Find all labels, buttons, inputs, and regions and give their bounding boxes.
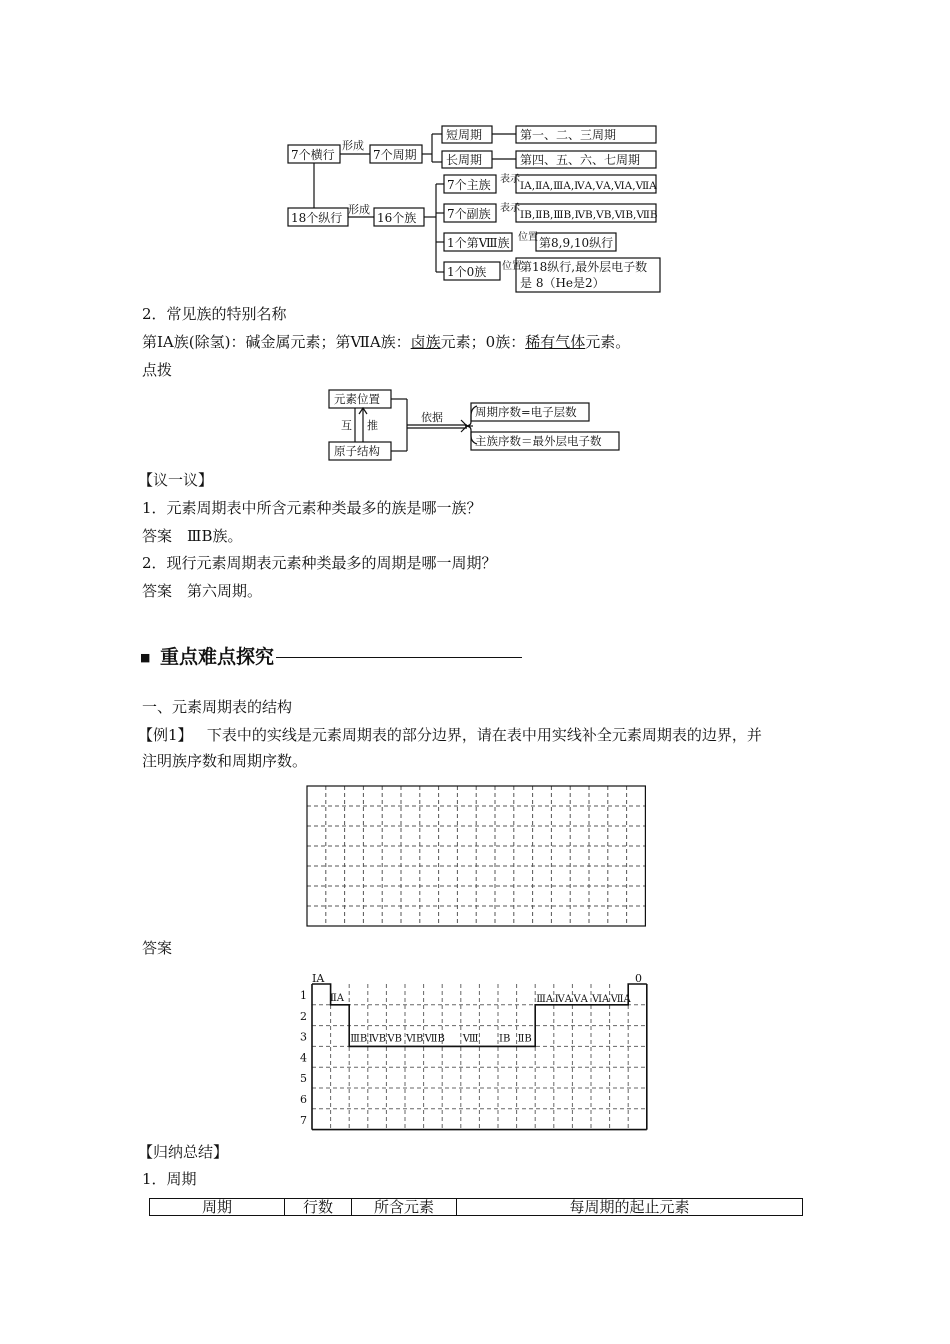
answer-periodic-grid	[296, 968, 656, 1132]
period-number-2: 2	[300, 1009, 307, 1023]
formed2-text: 形成	[348, 203, 370, 216]
group0-pos-label: 位置	[502, 261, 522, 272]
group-VIII-label: Ⅷ	[462, 1033, 479, 1045]
period-number-1: 1	[300, 989, 307, 1002]
header-period: 周期	[150, 1199, 285, 1216]
group8-pos-label: 位置	[518, 232, 538, 243]
formed1-text: 形成	[342, 139, 364, 152]
example-line2: 注明族序数和周期序数。	[142, 752, 308, 770]
period-group-structure-diagram	[280, 120, 680, 300]
heading-rule	[276, 657, 522, 658]
atomic-structure-text: 原子结构	[334, 444, 380, 458]
section-bullet: ■	[140, 651, 151, 664]
groups16-text: 16个族	[377, 211, 417, 225]
header-rows: 行数	[285, 1199, 352, 1216]
period-table	[149, 1198, 803, 1216]
rule1-text: 周期序数=电子层数	[475, 405, 577, 419]
noble-gas-text: 稀有气体	[525, 333, 586, 351]
period-number-4: 4	[300, 1051, 307, 1065]
group-label-ⅢB: ⅢB	[350, 1033, 368, 1045]
group-label-ⅦA: ⅦA	[610, 993, 631, 1005]
special-names-title: 2．常见族的特别名称	[142, 305, 287, 323]
key-section-title: 重点难点探究	[160, 646, 275, 668]
group-label-ⅤB: ⅤB	[387, 1033, 402, 1045]
mutual-text: 互	[341, 419, 352, 432]
rule2-text: 主族序数＝最外层电子数	[475, 434, 602, 448]
example-label: 【例1】	[138, 726, 193, 744]
group-label-ⅥA: ⅥA	[592, 993, 610, 1005]
header-elements: 所含元素	[352, 1199, 457, 1216]
group-IIB-label: ⅡB	[517, 1033, 532, 1045]
summary-item1: 1．周期	[142, 1170, 197, 1188]
period-table-header	[150, 1199, 803, 1216]
group-0-label: 0	[635, 972, 642, 985]
long-period-value: 第四、五、六、七周期	[520, 153, 641, 167]
position-structure-diagram	[325, 386, 625, 466]
group-label-ⅤA: ⅤA	[573, 993, 588, 1005]
sub-groups-value: ⅠB,ⅡB,ⅢB,ⅣB,ⅤB,ⅥB,ⅦB	[520, 209, 658, 221]
short-period-text: 短周期	[446, 128, 483, 142]
halogen-text: 卤族	[410, 333, 441, 351]
sub-show-label: 表示	[500, 203, 520, 214]
question-1: 1．元素周期表中所含元素种类最多的族是哪一族？	[142, 499, 482, 517]
infer-text: 推	[367, 419, 378, 432]
blank-periodic-grid	[305, 784, 647, 928]
group-label-ⅥB: ⅥB	[406, 1033, 424, 1045]
element-position-text: 元素位置	[334, 392, 380, 406]
period-number-7: 7	[300, 1113, 307, 1127]
sub-groups-text: 7个副族	[447, 207, 491, 221]
example-line1	[138, 725, 762, 745]
summary-title: 【归纳总结】	[138, 1143, 229, 1161]
group-label-ⅦB: ⅦB	[424, 1033, 445, 1045]
special-names-part2: 元素；0族：	[440, 333, 526, 351]
period-number-5: 5	[300, 1072, 307, 1086]
question-2: 2．现行元素周期表元素种类最多的周期是哪一周期？	[142, 554, 497, 572]
rows7-text: 7个横行	[291, 148, 335, 162]
answer-label: 答案	[142, 939, 173, 957]
group8-text: 1个第Ⅷ族	[447, 236, 510, 250]
period-number-6: 6	[300, 1093, 307, 1106]
group0-value-line2: 是 8（He是2）	[520, 276, 605, 290]
group8-value: 第8,9,10纵行	[539, 236, 614, 250]
group-IA-label: ⅠA	[312, 972, 325, 985]
special-names-line	[142, 332, 630, 352]
main-groups-value: ⅠA,ⅡA,ⅢA,ⅣA,ⅤA,ⅥA,ⅦA	[520, 180, 657, 192]
basis-text: 依据	[421, 411, 443, 424]
special-names-part3: 元素。	[585, 333, 631, 351]
group-IB-label: ⅠB	[499, 1033, 511, 1045]
periods7-text: 7个周期	[373, 148, 417, 162]
group0-text: 1个0族	[447, 265, 487, 279]
tip-label: 点拨	[142, 361, 173, 379]
group-label-ⅣA: ⅣA	[554, 993, 573, 1005]
example-text1: 下表中的实线是元素周期表的部分边界，请在表中用实线补全元素周期表的边界，并	[206, 726, 762, 744]
header-start-end: 每周期的起止元素	[457, 1199, 803, 1216]
special-names-part1: 第ⅠA族(除氢)：碱金属元素；第ⅦA族：	[142, 333, 411, 351]
group-label-ⅣB: ⅣB	[368, 1033, 387, 1045]
answer-1: 答案 ⅢB族。	[142, 527, 243, 545]
discuss-title: 【议一议】	[138, 471, 214, 489]
main-groups-text: 7个主族	[447, 178, 491, 192]
group-IIA-label: ⅡA	[330, 993, 345, 1004]
period-number-3: 3	[300, 1030, 307, 1044]
group-label-ⅢA: ⅢA	[536, 993, 554, 1005]
short-period-value: 第一、二、三周期	[520, 128, 617, 142]
answer-2: 答案 第六周期。	[142, 582, 263, 600]
long-period-text: 长周期	[446, 153, 483, 167]
main-show-label: 表示	[500, 174, 520, 185]
group0-value-line1: 第18纵行,最外层电子数	[520, 260, 648, 274]
part1-title: 一、元素周期表的结构	[142, 698, 293, 716]
cols18-text: 18个纵行	[291, 211, 343, 225]
